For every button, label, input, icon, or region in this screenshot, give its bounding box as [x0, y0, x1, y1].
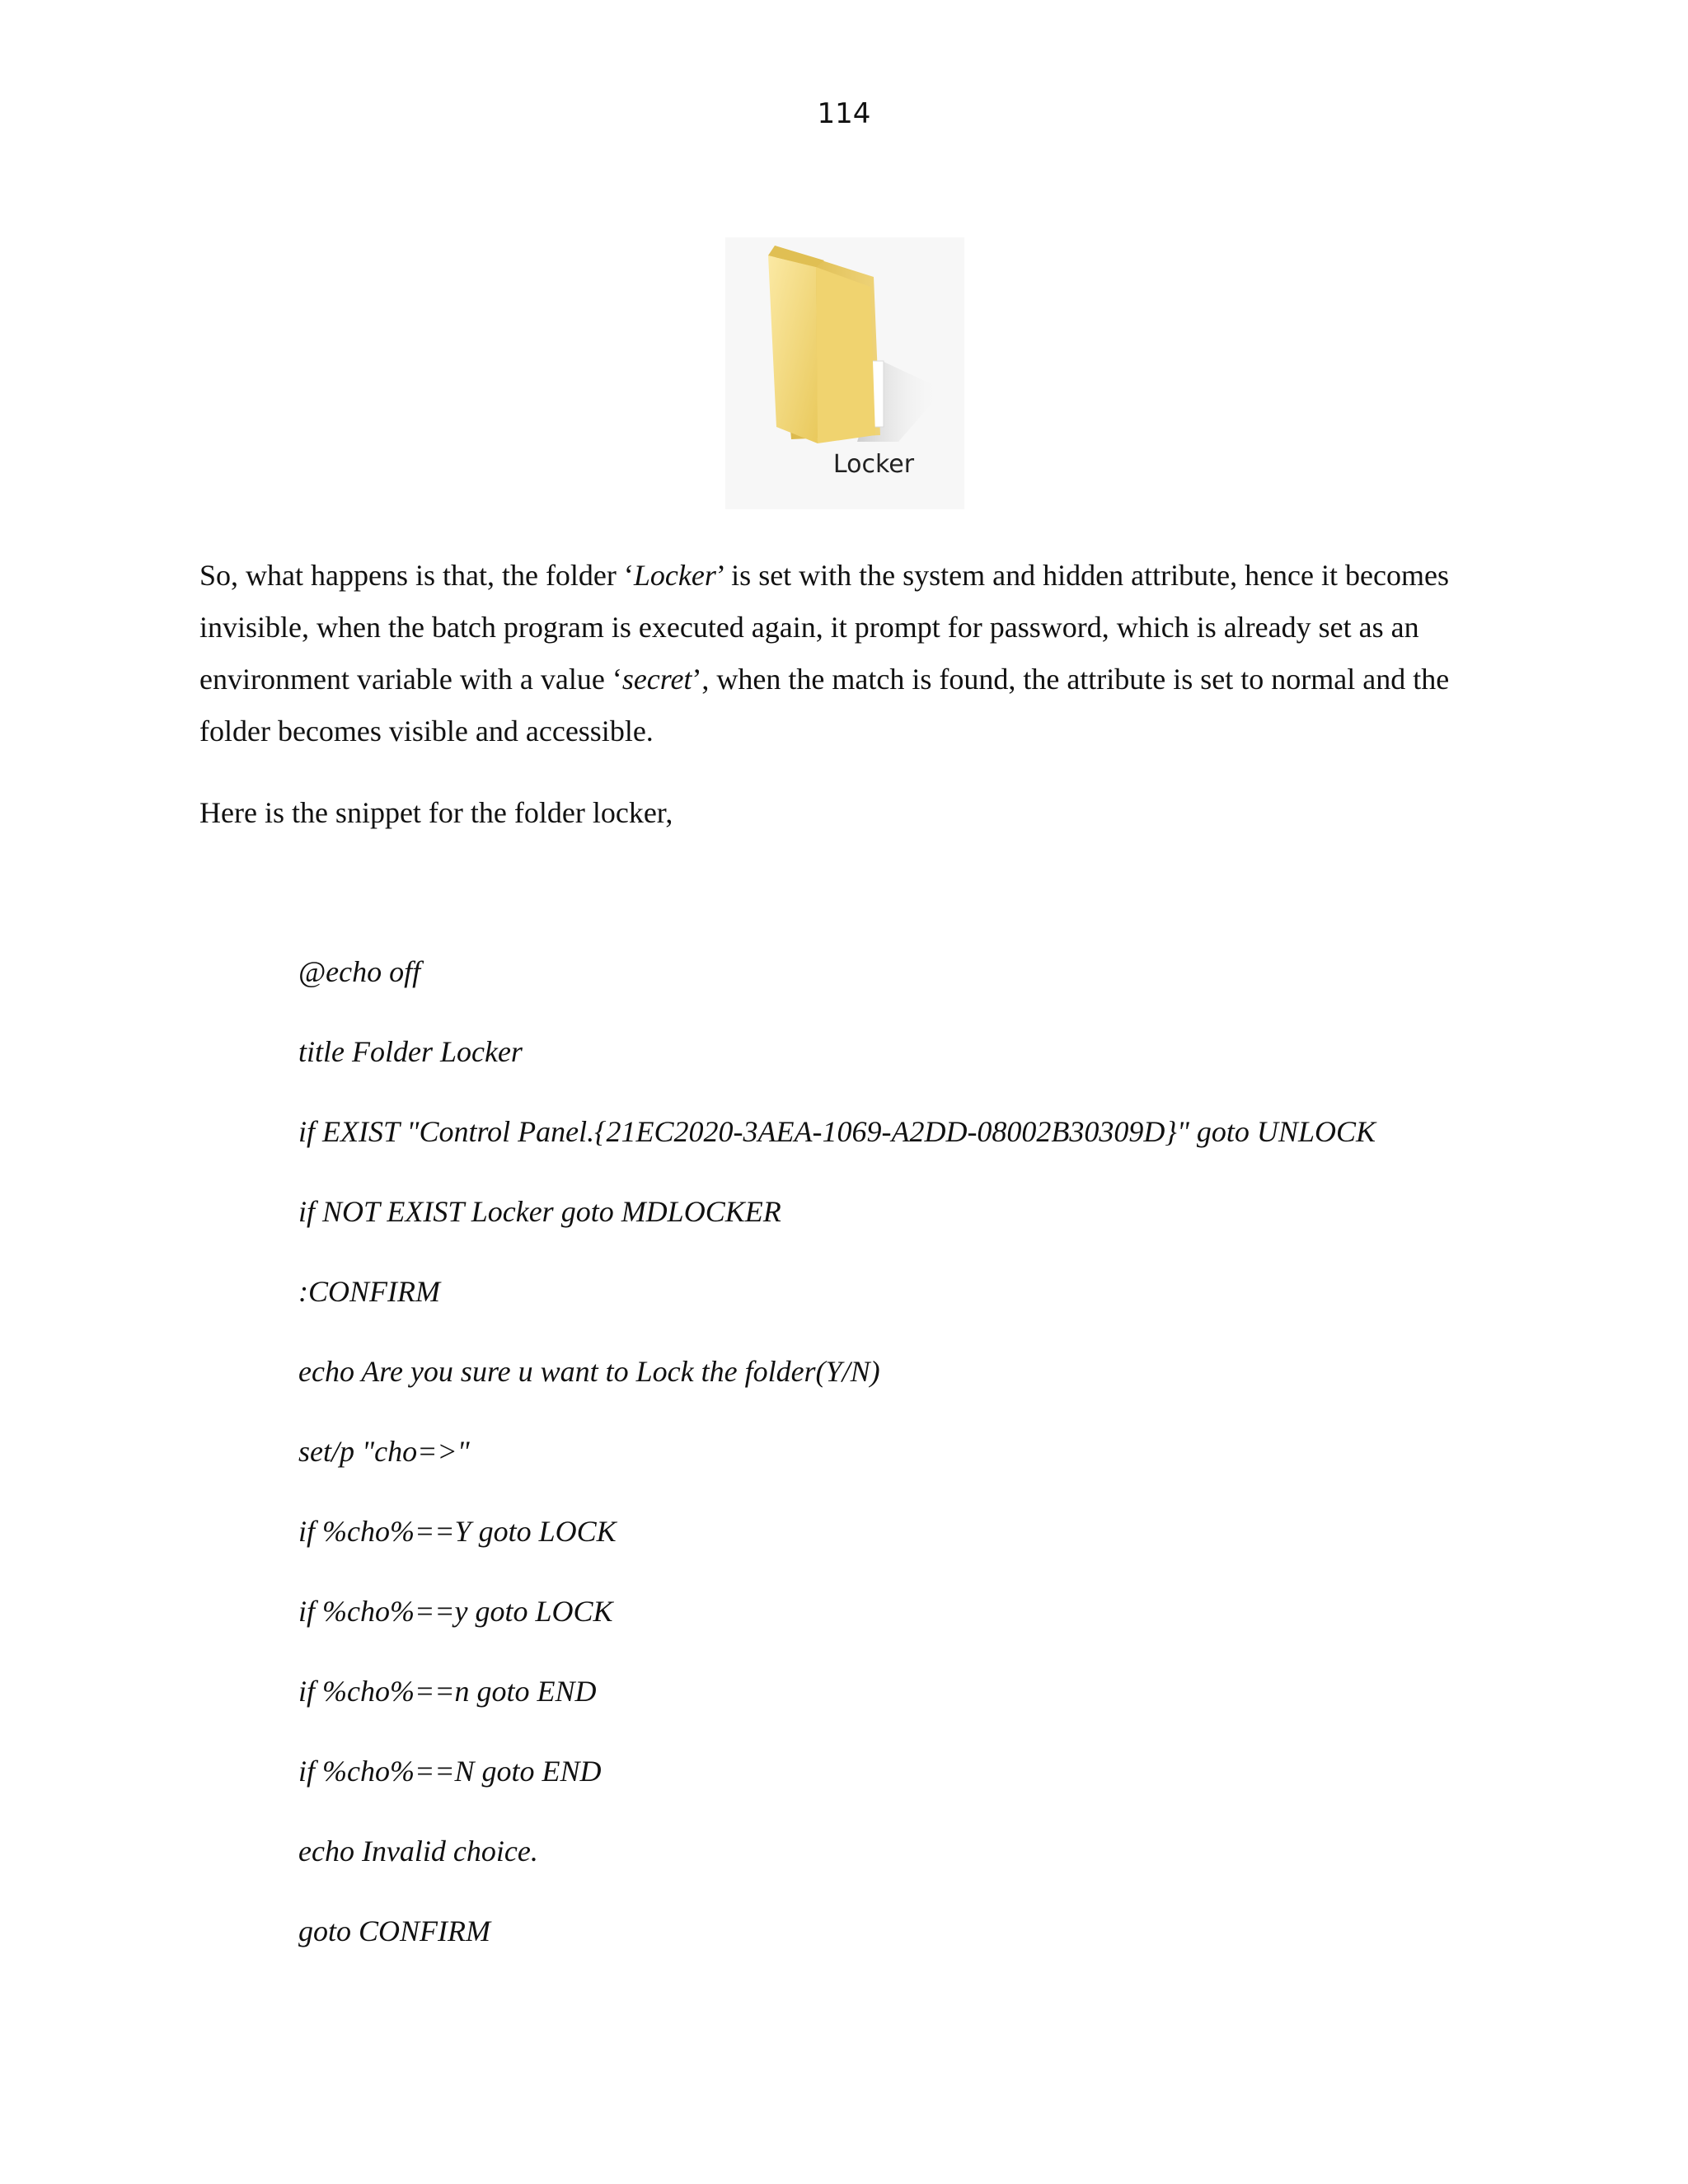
code-snippet: [298, 946, 1535, 1985]
code-line: if NOT EXIST Locker goto MDLOCKER: [298, 1195, 781, 1228]
folder-icon: [725, 237, 964, 452]
code-line: if %cho%==N goto END: [298, 1755, 602, 1788]
code-line: if EXIST "Control Panel.{21EC2020-3AEA-1069-A2DD-08002B30309D}" goto UNLOCK: [298, 1115, 1376, 1148]
paragraph-text-3: ’, when the match is found, the attribute is set to normal and the folder becomes visible and accessible.: [199, 663, 1450, 748]
code-line: :CONFIRM: [298, 1275, 440, 1308]
code-line: if %cho%==Y goto LOCK: [298, 1515, 617, 1548]
code-line: echo Are you sure u want to Lock the folder(Y/N): [298, 1355, 880, 1388]
paragraph-text-1: So, what happens is that, the folder ‘: [199, 559, 634, 592]
code-line: goto CONFIRM: [298, 1915, 490, 1947]
code-line: set/p "cho=>": [298, 1435, 470, 1468]
paragraph-secret-word: secret: [621, 663, 692, 696]
code-line: echo Invalid choice.: [298, 1835, 538, 1868]
snippet-intro: Here is the snippet for the folder locker,: [199, 796, 673, 829]
folder-label: Locker: [832, 450, 915, 479]
explanation-paragraph: [199, 550, 1502, 757]
paragraph-text-2: ’ is set with the system and hidden attribute, hence it becomes invisible, when the batch program is executed again, it prompt for password, which is already set as an environment variable with a value ‘: [199, 559, 1449, 696]
code-line: title Folder Locker: [298, 1035, 523, 1068]
code-line: if %cho%==n goto END: [298, 1675, 597, 1708]
code-line: if %cho%==y goto LOCK: [298, 1595, 613, 1628]
page-number: 114: [817, 97, 871, 130]
locker-folder-figure: [725, 237, 964, 509]
code-line: @echo off: [298, 955, 421, 988]
paragraph-locker-word: Locker: [633, 559, 716, 592]
